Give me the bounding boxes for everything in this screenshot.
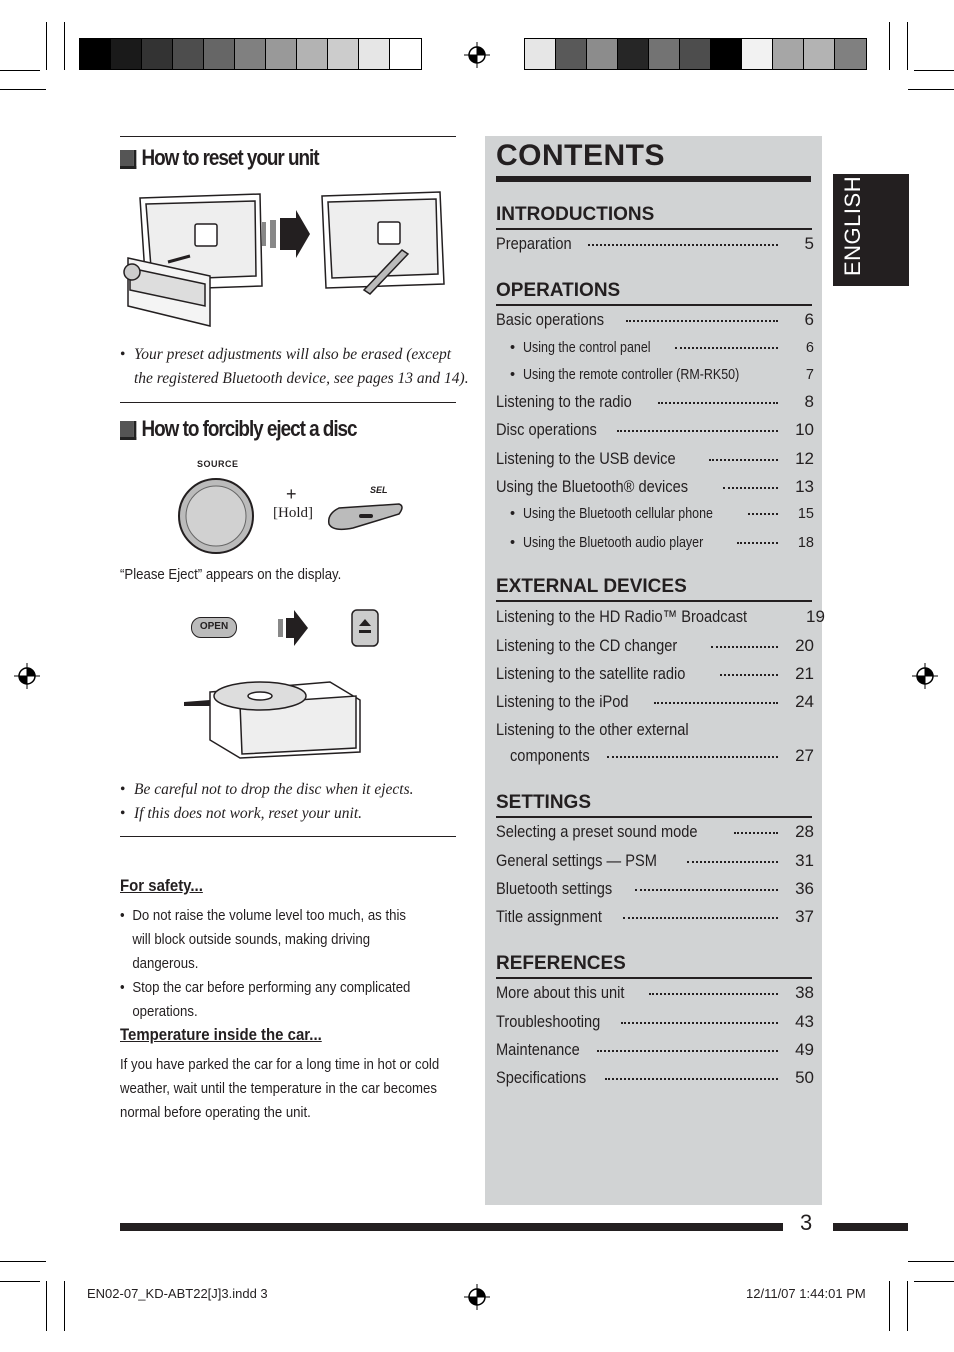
toc-leader — [597, 1050, 778, 1052]
toc-entry-title: Listening to the CD changer — [496, 636, 678, 655]
color-swatch — [111, 39, 142, 69]
eject-button-icon — [350, 608, 380, 648]
toc-entry-title: Maintenance — [496, 1040, 580, 1059]
toc-leader — [748, 513, 778, 515]
color-swatch — [649, 39, 680, 69]
registration-mark-icon — [912, 663, 938, 689]
toc-entry-title: Troubleshooting — [496, 1012, 601, 1031]
toc-page-number: 10 — [795, 420, 814, 439]
toc-entry[interactable] — [496, 477, 814, 497]
toc-entry-title: • Using the remote controller (RM-RK50) — [523, 367, 740, 383]
toc-entry[interactable] — [496, 310, 814, 330]
toc-entry[interactable] — [496, 506, 814, 522]
toc-entry-title: Specifications — [496, 1068, 587, 1087]
color-swatch — [804, 39, 835, 69]
toc-page-number: 8 — [804, 392, 814, 411]
toc-leader — [607, 756, 778, 758]
toc-entry-title: Title assignment — [496, 907, 602, 926]
color-swatch — [618, 39, 649, 69]
toc-page-number: 19 — [806, 607, 825, 626]
registration-mark-icon — [464, 42, 490, 68]
list-item: • Do not raise the volume level too much, as this will block outside sounds, making driving dangerous. — [120, 904, 424, 976]
divider — [120, 836, 456, 837]
toc-page-number: 21 — [795, 664, 814, 683]
toc-section-heading: SETTINGS — [496, 792, 592, 813]
color-swatch — [680, 39, 711, 69]
toc-entry-title: More about this unit — [496, 983, 625, 1002]
toc-entry-title: Listening to the satellite radio — [496, 664, 686, 683]
disc-eject-illustration — [180, 660, 370, 760]
color-swatch — [297, 39, 328, 69]
toc-page-number: 27 — [795, 746, 814, 765]
toc-leader — [649, 993, 778, 995]
color-swatch — [328, 39, 359, 69]
toc-leader — [621, 1022, 778, 1024]
note-item: • If this does not work, reset your unit. — [120, 802, 470, 826]
toc-entry[interactable] — [496, 420, 814, 440]
divider — [496, 600, 812, 602]
toc-leader — [711, 646, 778, 648]
toc-entry[interactable] — [496, 692, 814, 712]
color-bar-right — [524, 38, 867, 70]
toc-entry-title: • Using the Bluetooth cellular phone — [523, 506, 713, 522]
toc-entry-title: Listening to the USB device — [496, 449, 676, 468]
toc-entry[interactable] — [496, 1040, 814, 1060]
reset-note — [120, 343, 470, 391]
toc-entry-title: Listening to the iPod — [496, 692, 629, 711]
toc-entry-title: Listening to the radio — [496, 392, 632, 411]
color-swatch — [204, 39, 235, 69]
display-text: “Please Eject” appears on the display. — [120, 566, 342, 583]
color-swatch — [556, 39, 587, 69]
color-swatch — [235, 39, 266, 69]
eject-heading: How to forcibly eject a disc — [120, 416, 357, 442]
eject-notes — [120, 778, 470, 826]
color-swatch — [359, 39, 390, 69]
open-button: OPEN — [191, 617, 237, 638]
reset-illustration — [110, 186, 460, 331]
toc-page-number: 43 — [795, 1012, 814, 1031]
toc-leader — [617, 430, 778, 432]
divider — [496, 816, 812, 818]
toc-entry[interactable] — [496, 983, 814, 1003]
contents-title: CONTENTS — [496, 139, 665, 172]
temperature-heading: Temperature inside the car... — [120, 1025, 322, 1044]
color-swatch — [587, 39, 618, 69]
toc-entry[interactable] — [496, 1068, 814, 1088]
toc-leader — [654, 702, 778, 704]
toc-leader — [605, 1078, 778, 1080]
toc-entry-title: Bluetooth settings — [496, 879, 613, 898]
toc-entry[interactable] — [496, 1012, 814, 1032]
toc-page-number: 5 — [804, 234, 814, 253]
toc-leader — [675, 347, 778, 349]
toc-page-number: 50 — [795, 1068, 814, 1087]
language-tab-label: ENGLISH — [840, 175, 865, 276]
note-item: • Your preset adjustments will also be erased (except the registered Bluetooth device, see pages 13 and 14). — [120, 343, 470, 391]
color-swatch — [390, 39, 421, 69]
divider — [496, 977, 812, 979]
toc-entry-title: Using the Bluetooth® devices — [496, 477, 689, 496]
source-label: SOURCE — [197, 459, 239, 469]
toc-section-heading: OPERATIONS — [496, 280, 621, 301]
color-swatch — [773, 39, 804, 69]
toc-entry-title: Basic operations — [496, 310, 605, 329]
toc-entry-title: General settings — PSM — [496, 851, 657, 870]
toc-entry[interactable] — [496, 340, 814, 356]
divider — [496, 176, 811, 182]
toc-entry[interactable] — [496, 607, 825, 627]
toc-leader — [720, 674, 778, 676]
color-swatch — [742, 39, 773, 69]
toc-page-number: 38 — [795, 983, 814, 1002]
toc-entry[interactable] — [496, 234, 814, 254]
toc-entry-title: Listening to the other external — [496, 720, 689, 739]
toc-page-number: 12 — [795, 449, 814, 468]
toc-entry[interactable] — [496, 392, 814, 412]
toc-page-number: 15 — [797, 506, 814, 522]
toc-entry-title: components — [510, 746, 590, 765]
sel-button-icon — [325, 500, 405, 532]
toc-entry-title: • Using the Bluetooth audio player — [523, 535, 704, 551]
toc-leader — [626, 320, 778, 322]
toc-entry[interactable] — [496, 851, 814, 871]
toc-entry[interactable] — [496, 535, 814, 551]
toc-page-number: 49 — [795, 1040, 814, 1059]
hold-label: [Hold] — [273, 505, 313, 521]
color-swatch — [142, 39, 173, 69]
toc-entry-title: Preparation — [496, 234, 572, 253]
toc-section-heading: EXTERNAL DEVICES — [496, 576, 687, 597]
toc-entry-title: Selecting a preset sound mode — [496, 822, 698, 841]
toc-entry-title: Disc operations — [496, 420, 597, 439]
toc-page-number: 24 — [795, 692, 814, 711]
safety-heading: For safety... — [120, 876, 203, 895]
toc-page-number: 18 — [797, 535, 814, 551]
toc-entry[interactable] — [496, 822, 814, 842]
toc-entry-title: • Using the control panel — [523, 340, 651, 356]
toc-page-number: 31 — [795, 851, 814, 870]
divider — [120, 402, 456, 403]
sel-label: SEL — [370, 485, 388, 495]
toc-leader — [737, 542, 778, 544]
toc-entry[interactable] — [496, 879, 814, 899]
page-number: 3 — [800, 1210, 813, 1235]
color-bar-left — [79, 38, 422, 70]
color-swatch — [525, 39, 556, 69]
toc-leader — [734, 832, 778, 834]
toc-leader — [588, 244, 778, 246]
toc-page-number: 36 — [795, 879, 814, 898]
toc-leader — [658, 402, 778, 404]
toc-entry-title: Listening to the HD Radio™ Broadcast — [496, 607, 748, 626]
plus-sign: + — [286, 484, 297, 504]
color-swatch — [711, 39, 742, 69]
toc-leader — [709, 459, 778, 461]
divider — [833, 1223, 908, 1231]
toc-section-heading: REFERENCES — [496, 953, 626, 974]
toc-section-heading: INTRODUCTIONS — [496, 204, 655, 225]
color-swatch — [266, 39, 297, 69]
toc-page-number: 6 — [804, 310, 814, 329]
toc-entry[interactable] — [496, 367, 814, 383]
toc-leader — [635, 889, 778, 891]
toc-entry[interactable] — [496, 664, 814, 684]
divider — [496, 304, 812, 306]
registration-mark-icon — [464, 1284, 490, 1310]
toc-page-number: 37 — [795, 907, 814, 926]
note-item: • Be careful not to drop the disc when it ejects. — [120, 778, 470, 802]
divider — [496, 228, 812, 230]
toc-entry[interactable] — [496, 720, 814, 740]
divider — [120, 136, 456, 137]
toc-leader — [723, 487, 778, 489]
toc-page-number: 28 — [795, 822, 814, 841]
toc-leader — [623, 917, 778, 919]
toc-page-number: 13 — [795, 477, 814, 496]
footer-file: EN02-07_KD-ABT22[J]3.indd 3 — [87, 1286, 268, 1301]
color-swatch — [80, 39, 111, 69]
toc-entry[interactable] — [496, 636, 814, 656]
toc-page-number: 20 — [795, 636, 814, 655]
toc-entry[interactable] — [496, 907, 814, 927]
list-item: • Stop the car before performing any complicated operations. — [120, 976, 424, 1024]
color-swatch — [835, 39, 866, 69]
arrow-right-icon — [274, 610, 314, 646]
toc-page-number: 6 — [805, 340, 814, 356]
color-swatch — [173, 39, 204, 69]
temperature-text: If you have parked the car for a long time in hot or cold weather, wait until the temperature in the car becomes normal before operating the unit. — [120, 1056, 440, 1121]
toc-page-number: 7 — [805, 367, 814, 383]
source-knob-icon — [178, 476, 258, 556]
divider — [120, 1223, 783, 1231]
toc-leader — [687, 861, 778, 863]
safety-list — [120, 904, 424, 1024]
reset-heading: How to reset your unit — [120, 145, 319, 171]
toc-entry[interactable] — [496, 746, 814, 766]
footer-date: 12/11/07 1:44:01 PM — [746, 1286, 866, 1301]
registration-mark-icon — [14, 663, 40, 689]
toc-entry[interactable] — [496, 449, 814, 469]
